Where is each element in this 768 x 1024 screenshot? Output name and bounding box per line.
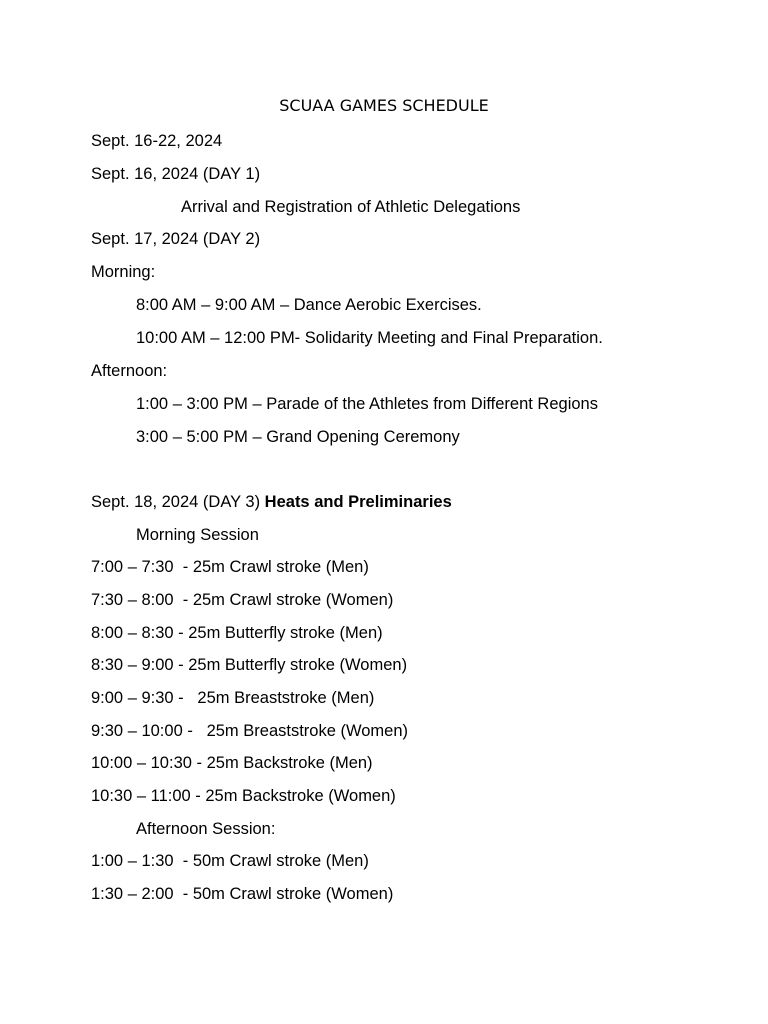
schedule-item: 8:00 – 8:30 - 25m Butterfly stroke (Men)	[91, 624, 383, 642]
schedule-item: 10:30 – 11:00 - 25m Backstroke (Women)	[91, 787, 396, 805]
schedule-item: 10:00 – 10:30 - 25m Backstroke (Men)	[91, 754, 373, 772]
day2-heading: Sept. 17, 2024 (DAY 2)	[91, 230, 261, 248]
document-title: SCUAA GAMES SCHEDULE	[279, 96, 489, 115]
schedule-item: 8:30 – 9:00 - 25m Butterfly stroke (Women)	[91, 656, 408, 674]
day2-afternoon-item: 3:00 – 5:00 PM – Grand Opening Ceremony	[136, 428, 460, 446]
afternoon-session-label: Afternoon Session:	[136, 820, 276, 838]
day2-afternoon-label: Afternoon:	[91, 362, 168, 380]
schedule-item: 7:30 – 8:00 - 25m Crawl stroke (Women)	[91, 591, 394, 609]
day2-morning-item: 10:00 AM – 12:00 PM- Solidarity Meeting and Final Preparation.	[136, 329, 603, 347]
day2-morning-label: Morning:	[91, 263, 156, 281]
day2-morning-item: 8:00 AM – 9:00 AM – Dance Aerobic Exercises.	[136, 296, 482, 314]
date-range: Sept. 16-22, 2024	[91, 132, 223, 150]
schedule-item: 9:30 – 10:00 - 25m Breaststroke (Women)	[91, 722, 409, 740]
schedule-item: 1:00 – 1:30 - 50m Crawl stroke (Men)	[91, 852, 369, 870]
day1-activity: Arrival and Registration of Athletic Delegations	[181, 198, 521, 216]
day3-heading	[91, 492, 452, 512]
day3-heading-date: Sept. 18, 2024 (DAY 3)	[91, 493, 265, 511]
schedule-item: 1:30 – 2:00 - 50m Crawl stroke (Women)	[91, 885, 394, 903]
morning-session-label: Morning Session	[136, 526, 259, 544]
day1-heading: Sept. 16, 2024 (DAY 1)	[91, 165, 261, 183]
schedule-item: 7:00 – 7:30 - 25m Crawl stroke (Men)	[91, 558, 369, 576]
day2-afternoon-item: 1:00 – 3:00 PM – Parade of the Athletes from Different Regions	[136, 395, 598, 413]
day3-heading-title: Heats and Preliminaries	[264, 493, 452, 511]
schedule-item: 9:00 – 9:30 - 25m Breaststroke (Men)	[91, 689, 375, 707]
